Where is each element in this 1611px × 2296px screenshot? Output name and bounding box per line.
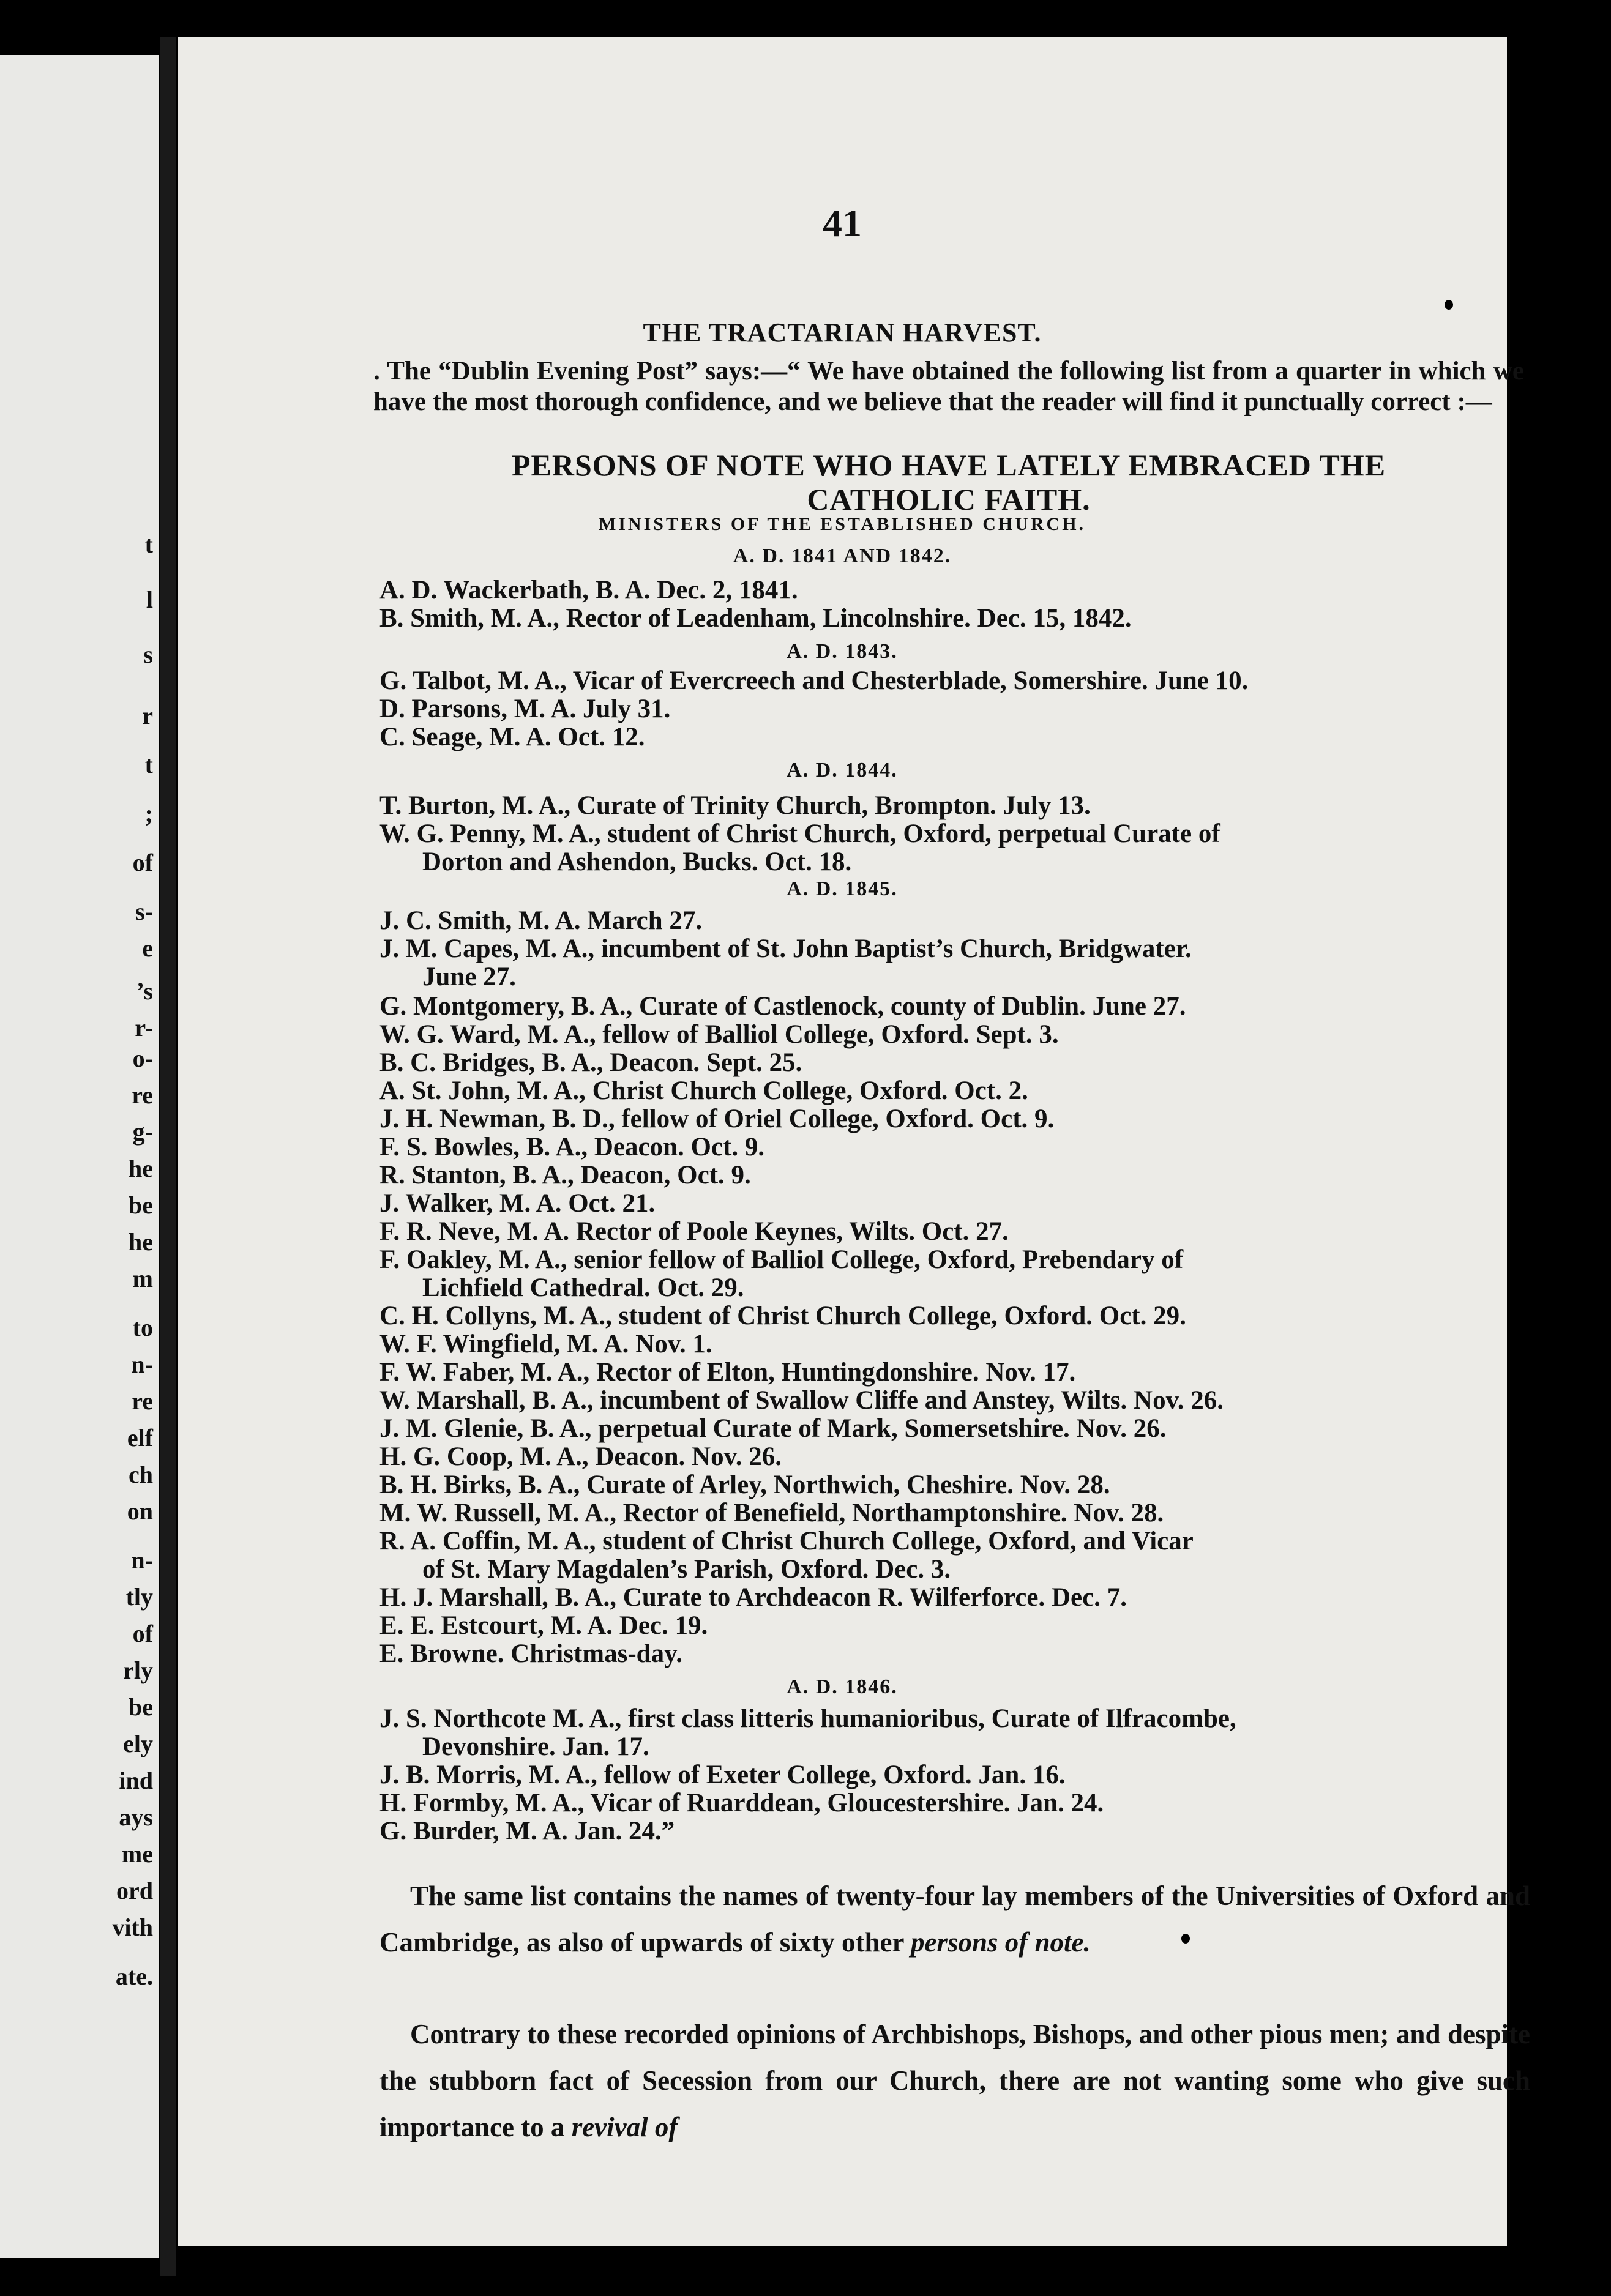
list-entry: T. Burton, M. A., Curate of Trinity Church, Brompton. July 13. [379, 791, 1091, 820]
ink-speck [1445, 300, 1453, 310]
list-entry: G. Burder, M. A. Jan. 24.” [379, 1817, 675, 1846]
facing-page-text-fragment: s- [135, 898, 153, 925]
facing-page-text-fragment: rly [123, 1657, 153, 1684]
list-entry: J. Walker, M. A. Oct. 21. [379, 1189, 656, 1218]
facing-page-text-fragment: of [132, 1620, 153, 1647]
ink-speck [1181, 1934, 1190, 1944]
facing-page-text-fragment: e [142, 934, 153, 962]
year-heading-1845: A. D. 1845. [787, 878, 898, 900]
facing-page-text-fragment: ely [123, 1730, 153, 1757]
facing-page-text-fragment: o- [132, 1045, 153, 1072]
list-entry: C. H. Collyns, M. A., student of Christ Church College, Oxford. Oct. 29. [379, 1302, 1186, 1330]
facing-page-text-fragment: l [146, 586, 153, 613]
facing-page-text-fragment: he [129, 1155, 153, 1182]
facing-page-text-fragment: elf [127, 1424, 153, 1452]
facing-page-text-fragment: me [121, 1840, 153, 1868]
facing-page-text-fragment: ind [119, 1767, 153, 1794]
paragraph-text: The same list contains the names of twenty-four lay members of the Universities of Oxford and Cambridge, as also of upwards of sixty other [379, 1880, 1530, 1958]
list-entry: F. S. Bowles, B. A., Deacon. Oct. 9. [379, 1133, 765, 1161]
entry-continuation: Dorton and Ashendon, Bucks. Oct. 18. [422, 848, 852, 876]
entry-line: J. S. Northcote M. A., first class litteris humanioribus, Curate of Ilfracombe, [379, 1704, 1236, 1733]
list-entry: J. H. Newman, B. D., fellow of Oriel College, Oxford. Oct. 9. [379, 1105, 1055, 1133]
list-entry: F. R. Neve, M. A. Rector of Poole Keynes, Wilts. Oct. 27. [379, 1217, 1009, 1246]
list-entry [379, 1246, 1530, 1302]
list-entry [379, 1705, 1530, 1761]
list-entry: E. E. Estcourt, M. A. Dec. 19. [379, 1611, 708, 1640]
list-headline [361, 448, 1536, 516]
list-entry [379, 935, 1530, 991]
list-entry: A. St. John, M. A., Christ Church College, Oxford. Oct. 2. [379, 1076, 1028, 1105]
list-entry: J. M. Glenie, B. A., perpetual Curate of Mark, Somersetshire. Nov. 26. [379, 1414, 1167, 1443]
intro-paragraph: . The “Dublin Evening Post” says:—“ We have obtained the following list from a quarter in which we have the most thorough confidence, and we believe that the reader will find it punctually correct :— [373, 357, 1524, 416]
facing-page-text-fragment: ate. [115, 1962, 153, 1990]
facing-page-text-fragment: ord [116, 1877, 153, 1904]
headline-line-1: PERSONS OF NOTE WHO HAVE LATELY EMBRACED THE [511, 448, 1386, 482]
year-heading-1844: A. D. 1844. [787, 759, 898, 781]
facing-page-fragment [0, 55, 159, 2258]
entry-line: R. A. Coffin, M. A., student of Christ Church College, Oxford, and Vicar [379, 1527, 1194, 1556]
page-number: 41 [823, 201, 862, 245]
entry-continuation: Lichfield Cathedral. Oct. 29. [422, 1273, 744, 1302]
list-entry: H. G. Coop, M. A., Deacon. Nov. 26. [379, 1442, 782, 1471]
list-entry: J. B. Morris, M. A., fellow of Exeter College, Oxford. Jan. 16. [379, 1761, 1066, 1789]
list-entry: D. Parsons, M. A. July 31. [379, 695, 671, 723]
facing-page-text-fragment: t [144, 531, 153, 558]
list-entry: W. F. Wingfield, M. A. Nov. 1. [379, 1330, 712, 1359]
entry-continuation: of St. Mary Magdalen’s Parish, Oxford. Dec. 3. [422, 1555, 951, 1584]
paragraph-italic: revival of [571, 2112, 678, 2142]
facing-page-text-fragment: ’s [136, 977, 153, 1005]
facing-page-text-fragment: re [132, 1387, 153, 1415]
facing-page-text-fragment: n- [131, 1546, 153, 1574]
facing-page-text-fragment: ; [144, 800, 153, 827]
year-heading-1843: A. D. 1843. [787, 640, 898, 663]
facing-page-text-fragment: re [132, 1081, 153, 1109]
facing-page-text-fragment: r [142, 702, 153, 729]
section-title: THE TRACTARIAN HARVEST. [643, 318, 1042, 348]
paragraph-text: Contrary to these recorded opinions of Archbishops, Bishops, and other pious men; and despite the stubborn fact of Secession from our Church, there are not wanting some who give such importance to a [379, 2019, 1530, 2142]
list-entry: B. C. Bridges, B. A., Deacon. Sept. 25. [379, 1048, 802, 1077]
list-entry: F. W. Faber, M. A., Rector of Elton, Huntingdonshire. Nov. 17. [379, 1358, 1076, 1387]
facing-page-text-fragment: be [129, 1693, 153, 1721]
ministers-heading: MINISTERS OF THE ESTABLISHED CHURCH. [598, 514, 1086, 534]
entry-continuation: June 27. [422, 963, 516, 991]
facing-page-text-fragment: of [132, 849, 153, 876]
paragraph-italic: persons of note. [910, 1927, 1091, 1958]
facing-page-text-fragment: m [132, 1265, 153, 1292]
facing-page-text-fragment: to [132, 1314, 153, 1341]
list-entry: W. Marshall, B. A., incumbent of Swallow Cliffe and Anstey, Wilts. Nov. 26. [379, 1386, 1224, 1415]
list-entry: G. Montgomery, B. A., Curate of Castlenock, county of Dublin. June 27. [379, 992, 1186, 1021]
entry-line: J. M. Capes, M. A., incumbent of St. John Baptist’s Church, Bridgwater. [379, 934, 1192, 963]
entry-line: W. G. Penny, M. A., student of Christ Church, Oxford, perpetual Curate of [379, 819, 1220, 848]
list-entry: M. W. Russell, M. A., Rector of Benefield, Northamptonshire. Nov. 28. [379, 1499, 1164, 1527]
facing-page-text-fragment: ch [129, 1461, 153, 1488]
list-entry: B. H. Birks, B. A., Curate of Arley, Northwich, Cheshire. Nov. 28. [379, 1470, 1110, 1499]
closing-paragraph-1 [379, 1873, 1530, 1966]
page-gutter [160, 37, 176, 2276]
headline-line-2: CATHOLIC FAITH. [807, 482, 1091, 516]
facing-page-text-fragment: be [129, 1191, 153, 1219]
list-entry: E. Browne. Christmas-day. [379, 1639, 682, 1668]
list-entry: H. Formby, M. A., Vicar of Ruarddean, Gloucestershire. Jan. 24. [379, 1789, 1104, 1817]
facing-page-text-fragment: on [127, 1497, 153, 1525]
entry-line: F. Oakley, M. A., senior fellow of Balliol College, Oxford, Prebendary of [379, 1245, 1184, 1274]
document-page [178, 37, 1530, 2246]
year-heading-1841: A. D. 1841 AND 1842. [733, 545, 952, 567]
list-entry: W. G. Ward, M. A., fellow of Balliol College, Oxford. Sept. 3. [379, 1020, 1059, 1049]
facing-page-text-fragment: n- [131, 1351, 153, 1378]
facing-page-text-fragment: r- [135, 1014, 153, 1042]
facing-page-text-fragment: s [143, 641, 153, 668]
list-entry: A. D. Wackerbath, B. A. Dec. 2, 1841. [379, 576, 798, 605]
list-entry: B. Smith, M. A., Rector of Leadenham, Lincolnshire. Dec. 15, 1842. [379, 604, 1132, 633]
list-entry: R. Stanton, B. A., Deacon, Oct. 9. [379, 1161, 751, 1190]
list-entry [379, 1527, 1530, 1584]
list-entry [379, 820, 1530, 876]
facing-page-text-fragment: he [129, 1228, 153, 1256]
facing-page-text-fragment: tly [125, 1583, 153, 1611]
list-entry: C. Seage, M. A. Oct. 12. [379, 723, 645, 751]
entry-continuation: Devonshire. Jan. 17. [422, 1732, 649, 1761]
facing-page-text-fragment: ays [119, 1803, 153, 1831]
year-heading-1846: A. D. 1846. [787, 1675, 898, 1698]
facing-page-text-fragment: g- [132, 1118, 153, 1146]
facing-page-text-fragment: t [144, 751, 153, 778]
list-entry: J. C. Smith, M. A. March 27. [379, 906, 703, 935]
facing-page-text-fragment: vith [112, 1914, 153, 1941]
list-entry: H. J. Marshall, B. A., Curate to Archdeacon R. Wilferforce. Dec. 7. [379, 1583, 1127, 1612]
list-entry: G. Talbot, M. A., Vicar of Evercreech and Chesterblade, Somershire. June 10. [379, 666, 1249, 695]
closing-paragraph-2 [379, 2011, 1530, 2150]
